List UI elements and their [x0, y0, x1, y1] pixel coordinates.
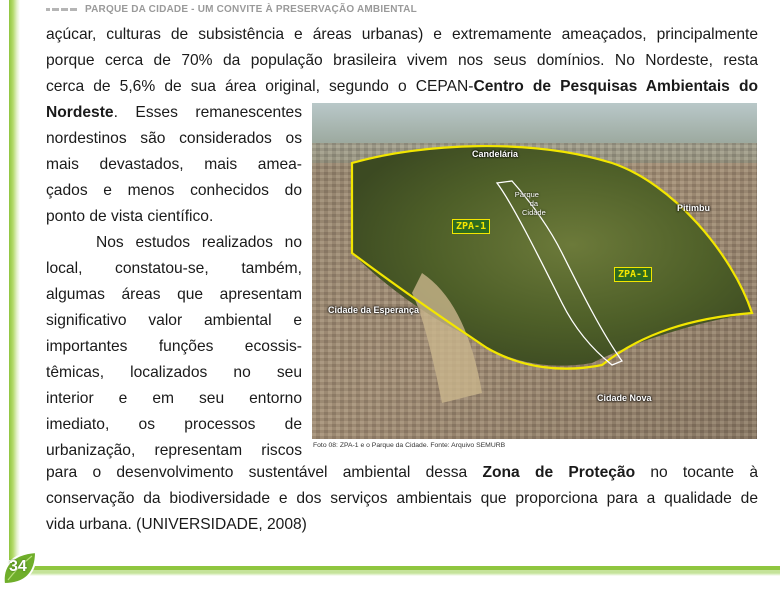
paragraph-top [46, 22, 758, 100]
bold-text-cepan: Centro de Pesquisas Ambientais do [473, 78, 758, 95]
text-line: vida urbana. (UNIVERSIDADE, 2008) [46, 516, 307, 533]
park-label-line: Parque [514, 190, 539, 199]
aerial-photo-graphic [312, 103, 757, 439]
text-line [46, 460, 758, 486]
text-run: . Esses remanescentes [113, 104, 302, 121]
bold-text-nordeste: Nordeste [46, 104, 114, 121]
page-number: 34 [9, 558, 27, 575]
text-run: para o desenvolvimento sustentável ambiental dessa [46, 464, 483, 481]
text-line: çados e menos conhecidos do [46, 182, 302, 199]
text-line: interior e em seu entorno [46, 390, 302, 407]
photo-caption: Foto 08: ZPA-1 e o Parque da Cidade. Fonte: Arquivo SEMURB [313, 442, 506, 449]
text-line: conservação da biodiversidade e dos serviços ambientais que proporciona para a qualidade de [46, 490, 758, 507]
text-line: imediato, os processos de [46, 416, 302, 433]
text-line: porque cerca de 70% da população brasileira vivem nos seus domínios. No Nordeste, resta [46, 52, 758, 69]
text-line: local, constatou-se, também, [46, 260, 302, 277]
bold-text-zona-protecao: Zona de Proteção [482, 464, 636, 481]
paragraph-left-column [46, 100, 302, 464]
header-dashes [46, 8, 77, 11]
park-label-line: Cidade [522, 208, 546, 217]
text-line: importantes funções ecossis- [46, 338, 302, 355]
map-label-cidade-nova: Cidade Nova [597, 393, 652, 403]
text-run: cerca de 5,6% de sua área original, segundo o CEPAN- [46, 78, 474, 95]
aerial-photo [312, 103, 757, 439]
text-line: nordestinos são considerados os [46, 130, 302, 147]
text-line: Nos estudos realizados no [96, 234, 302, 251]
text-line: mais devastados, mais amea- [46, 156, 302, 173]
map-label-candelaria: Candelária [472, 149, 519, 159]
text-line: urbanização, representam riscos [46, 442, 302, 459]
text-line: açúcar, culturas de subsistência e áreas urbanas) e extremamente ameaçados, principalmente [46, 26, 758, 43]
text-line: algumas áreas que apresentam [46, 286, 302, 303]
left-accent-bar [0, 0, 20, 560]
text-run: no tocante à [635, 464, 758, 481]
running-header [46, 2, 417, 16]
footer-rule [30, 566, 780, 576]
text-line: têmicas, localizados no seu [46, 364, 302, 381]
header-title: PARQUE DA CIDADE - UM CONVITE À PRESERVAÇÃO AMBIENTAL [85, 3, 417, 15]
text-line [46, 100, 302, 126]
text-line: significativo valor ambiental e [46, 312, 302, 329]
page-number-badge [0, 548, 40, 588]
zpa-label-right: ZPA-1 [614, 267, 652, 282]
park-label-line: da [529, 199, 539, 208]
park-label [508, 190, 546, 217]
map-label-pitimbu: Pitimbu [677, 203, 710, 213]
text-line: ponto de vista científico. [46, 208, 214, 225]
paragraph-bottom [46, 460, 758, 538]
zpa-label-left: ZPA-1 [452, 219, 490, 234]
text-line [46, 74, 758, 100]
map-label-cidade-esperanca: Cidade da Esperança [328, 305, 420, 315]
